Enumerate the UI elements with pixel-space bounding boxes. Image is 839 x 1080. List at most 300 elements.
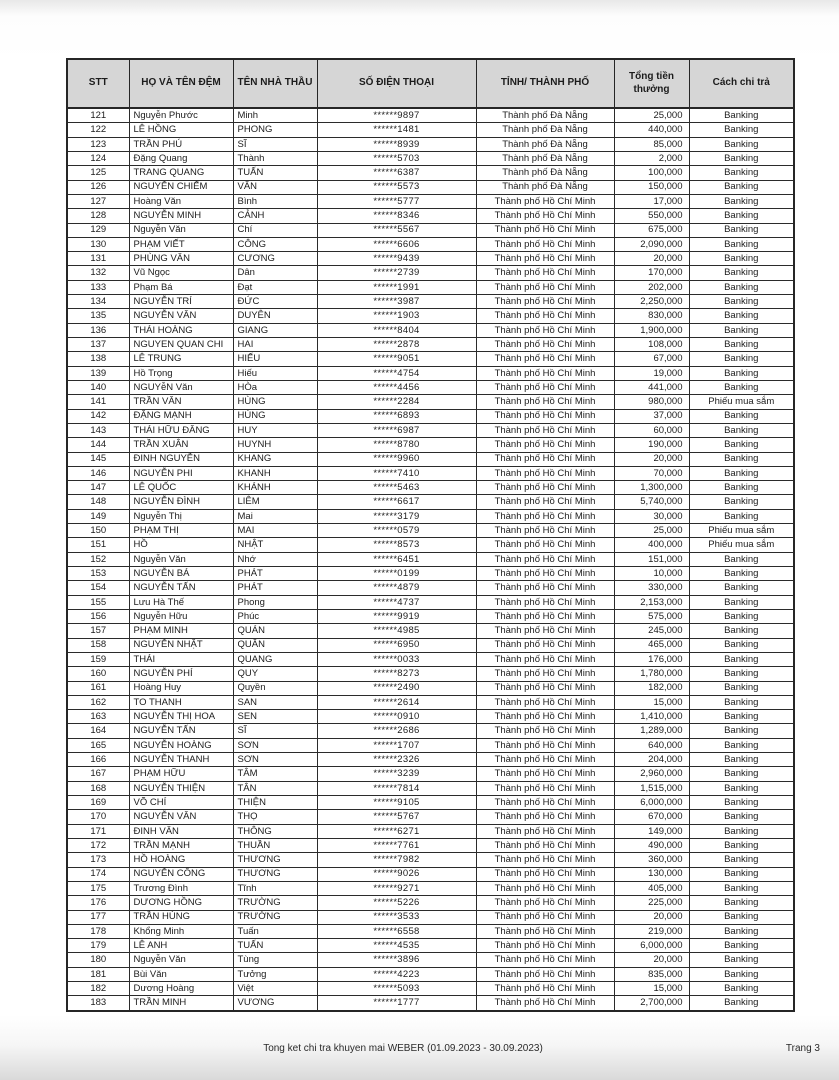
cell-so-dien-thoai: ******4223: [317, 967, 476, 981]
table-row: [67, 180, 794, 194]
cell-ten-nha-thau: THƯƠNG: [233, 867, 317, 881]
cell-so-dien-thoai: ******6950: [317, 638, 476, 652]
cell-stt: 168: [67, 781, 129, 795]
cell-tong-tien-thuong: 70,000: [614, 466, 689, 480]
cell-ten-nha-thau: TÂM: [233, 767, 317, 781]
cell-stt: 164: [67, 724, 129, 738]
cell-tong-tien-thuong: 170,000: [614, 266, 689, 280]
cell-ten-nha-thau: TUẤN: [233, 939, 317, 953]
cell-stt: 174: [67, 867, 129, 881]
column-header-stt: STT: [67, 59, 129, 108]
cell-ho-va-ten-dem: Nguyễn Văn: [129, 552, 233, 566]
cell-stt: 132: [67, 266, 129, 280]
cell-ten-nha-thau: KHANH: [233, 466, 317, 480]
cell-cach-chi-tra: Banking: [689, 352, 794, 366]
cell-so-dien-thoai: ******8573: [317, 538, 476, 552]
cell-ho-va-ten-dem: Khổng Minh: [129, 924, 233, 938]
table-row: [67, 309, 794, 323]
cell-so-dien-thoai: ******1991: [317, 280, 476, 294]
cell-ten-nha-thau: Đạt: [233, 280, 317, 294]
cell-ho-va-ten-dem: NGUYỄN TRÍ: [129, 295, 233, 309]
cell-ho-va-ten-dem: TRANG QUANG: [129, 166, 233, 180]
cell-ten-nha-thau: Quyền: [233, 681, 317, 695]
column-header-ho-va-ten-dem: HỌ VÀ TÊN ĐỆM: [129, 59, 233, 108]
table-row: [67, 638, 794, 652]
cell-stt: 142: [67, 409, 129, 423]
cell-cach-chi-tra: Banking: [689, 967, 794, 981]
cell-cach-chi-tra: Banking: [689, 180, 794, 194]
page-footer: [66, 1043, 820, 1059]
cell-so-dien-thoai: ******9051: [317, 352, 476, 366]
cell-tinh-thanh-pho: Thành phố Hồ Chí Minh: [476, 366, 614, 380]
cell-ten-nha-thau: HÙNG: [233, 409, 317, 423]
table-row: [67, 581, 794, 595]
cell-tinh-thanh-pho: Thành phố Hồ Chí Minh: [476, 552, 614, 566]
cell-ho-va-ten-dem: Dương Hoàng: [129, 982, 233, 996]
cell-so-dien-thoai: ******4754: [317, 366, 476, 380]
cell-stt: 124: [67, 151, 129, 165]
cell-ten-nha-thau: THIỆN: [233, 796, 317, 810]
cell-tinh-thanh-pho: Thành phố Hồ Chí Minh: [476, 323, 614, 337]
cell-tinh-thanh-pho: Thành phố Hồ Chí Minh: [476, 910, 614, 924]
table-row: [67, 824, 794, 838]
cell-so-dien-thoai: ******0199: [317, 567, 476, 581]
cell-tong-tien-thuong: 2,700,000: [614, 996, 689, 1011]
cell-tinh-thanh-pho: Thành phố Hồ Chí Minh: [476, 309, 614, 323]
cell-tinh-thanh-pho: Thành phố Hồ Chí Minh: [476, 939, 614, 953]
table-row: [67, 996, 794, 1011]
cell-ho-va-ten-dem: Nguyễn Phước: [129, 108, 233, 123]
cell-so-dien-thoai: ******8939: [317, 137, 476, 151]
cell-ten-nha-thau: CƯƠNG: [233, 252, 317, 266]
cell-ten-nha-thau: Phong: [233, 595, 317, 609]
cell-so-dien-thoai: ******8346: [317, 209, 476, 223]
cell-ho-va-ten-dem: Hoàng Văn: [129, 194, 233, 208]
cell-cach-chi-tra: Banking: [689, 881, 794, 895]
cell-cach-chi-tra: Banking: [689, 166, 794, 180]
cell-ho-va-ten-dem: Hoàng Huy: [129, 681, 233, 695]
table-header-row: [67, 59, 794, 108]
cell-tong-tien-thuong: 490,000: [614, 838, 689, 852]
cell-tong-tien-thuong: 202,000: [614, 280, 689, 294]
cell-ten-nha-thau: Phúc: [233, 609, 317, 623]
cell-ten-nha-thau: QUÁN: [233, 624, 317, 638]
cell-so-dien-thoai: ******6451: [317, 552, 476, 566]
cell-so-dien-thoai: ******3239: [317, 767, 476, 781]
table-row: [67, 967, 794, 981]
cell-tong-tien-thuong: 440,000: [614, 123, 689, 137]
cell-stt: 154: [67, 581, 129, 595]
cell-so-dien-thoai: ******5093: [317, 982, 476, 996]
cell-ten-nha-thau: HAI: [233, 338, 317, 352]
cell-tong-tien-thuong: 245,000: [614, 624, 689, 638]
cell-ten-nha-thau: Tùng: [233, 953, 317, 967]
cell-so-dien-thoai: ******9919: [317, 609, 476, 623]
cell-stt: 173: [67, 853, 129, 867]
cell-ten-nha-thau: CÔNG: [233, 237, 317, 251]
cell-cach-chi-tra: Banking: [689, 609, 794, 623]
cell-ten-nha-thau: THÔNG: [233, 824, 317, 838]
cell-so-dien-thoai: ******5463: [317, 481, 476, 495]
column-header-so-dien-thoai: SỐ ĐIỆN THOẠI: [317, 59, 476, 108]
cell-so-dien-thoai: ******5226: [317, 896, 476, 910]
cell-ten-nha-thau: THỌ: [233, 810, 317, 824]
cell-cach-chi-tra: Phiếu mua sắm: [689, 395, 794, 409]
cell-tong-tien-thuong: 6,000,000: [614, 939, 689, 953]
cell-cach-chi-tra: Banking: [689, 838, 794, 852]
cell-tong-tien-thuong: 15,000: [614, 982, 689, 996]
cell-cach-chi-tra: Phiếu mua sắm: [689, 538, 794, 552]
cell-cach-chi-tra: Banking: [689, 824, 794, 838]
cell-stt: 161: [67, 681, 129, 695]
cell-tong-tien-thuong: 2,960,000: [614, 767, 689, 781]
cell-ho-va-ten-dem: NGUYỄN BÁ: [129, 567, 233, 581]
cell-stt: 149: [67, 509, 129, 523]
table-row: [67, 910, 794, 924]
cell-stt: 129: [67, 223, 129, 237]
cell-tong-tien-thuong: 10,000: [614, 567, 689, 581]
cell-tinh-thanh-pho: Thành phố Hồ Chí Minh: [476, 438, 614, 452]
cell-tinh-thanh-pho: Thành phố Hồ Chí Minh: [476, 724, 614, 738]
cell-tong-tien-thuong: 405,000: [614, 881, 689, 895]
cell-ho-va-ten-dem: LÊ TRUNG: [129, 352, 233, 366]
table-row: [67, 710, 794, 724]
cell-tinh-thanh-pho: Thành phố Hồ Chí Minh: [476, 237, 614, 251]
table-row: [67, 280, 794, 294]
cell-tong-tien-thuong: 150,000: [614, 180, 689, 194]
cell-tong-tien-thuong: 1,900,000: [614, 323, 689, 337]
cell-ho-va-ten-dem: Nguyễn Thị: [129, 509, 233, 523]
cell-ho-va-ten-dem: NGUYEN QUAN CHI: [129, 338, 233, 352]
cell-ho-va-ten-dem: NGUYỄN ĐÌNH: [129, 495, 233, 509]
cell-stt: 181: [67, 967, 129, 981]
table-row: [67, 881, 794, 895]
cell-cach-chi-tra: Banking: [689, 223, 794, 237]
table-row: [67, 266, 794, 280]
cell-ten-nha-thau: GIANG: [233, 323, 317, 337]
cell-tinh-thanh-pho: Thành phố Đà Nẵng: [476, 166, 614, 180]
cell-tinh-thanh-pho: Thành phố Đà Nẵng: [476, 108, 614, 123]
cell-so-dien-thoai: ******5573: [317, 180, 476, 194]
cell-tong-tien-thuong: 670,000: [614, 810, 689, 824]
cell-so-dien-thoai: ******2878: [317, 338, 476, 352]
cell-tinh-thanh-pho: Thành phố Hồ Chí Minh: [476, 982, 614, 996]
cell-ho-va-ten-dem: NGUYỄN PHÍ: [129, 667, 233, 681]
cell-cach-chi-tra: Banking: [689, 481, 794, 495]
cell-tinh-thanh-pho: Thành phố Hồ Chí Minh: [476, 738, 614, 752]
table-row: [67, 108, 794, 123]
cell-tong-tien-thuong: 2,250,000: [614, 295, 689, 309]
table-row: [67, 624, 794, 638]
cell-ho-va-ten-dem: NGUYỄN THANH: [129, 753, 233, 767]
cell-stt: 179: [67, 939, 129, 953]
footer-summary: Tong ket chi tra khuyen mai WEBER (01.09.2023 - 30.09.2023): [263, 1043, 543, 1054]
table-row: [67, 323, 794, 337]
cell-cach-chi-tra: Banking: [689, 810, 794, 824]
cell-so-dien-thoai: ******5567: [317, 223, 476, 237]
cell-tong-tien-thuong: 100,000: [614, 166, 689, 180]
cell-stt: 128: [67, 209, 129, 223]
cell-ho-va-ten-dem: NGUYỄN TẤN: [129, 581, 233, 595]
cell-cach-chi-tra: Banking: [689, 896, 794, 910]
cell-ten-nha-thau: HUY: [233, 423, 317, 437]
cell-cach-chi-tra: Banking: [689, 667, 794, 681]
cell-stt: 160: [67, 667, 129, 681]
table-row: [67, 896, 794, 910]
cell-ten-nha-thau: TRƯỜNG: [233, 910, 317, 924]
cell-so-dien-thoai: ******9897: [317, 108, 476, 123]
cell-so-dien-thoai: ******7982: [317, 853, 476, 867]
cell-ten-nha-thau: KHÁNH: [233, 481, 317, 495]
cell-so-dien-thoai: ******9439: [317, 252, 476, 266]
cell-stt: 175: [67, 881, 129, 895]
table-row: [67, 939, 794, 953]
cell-stt: 135: [67, 309, 129, 323]
cell-ten-nha-thau: SƠN: [233, 753, 317, 767]
cell-tong-tien-thuong: 20,000: [614, 910, 689, 924]
table-row: [67, 194, 794, 208]
table-row: [67, 595, 794, 609]
cell-so-dien-thoai: ******0033: [317, 652, 476, 666]
cell-stt: 131: [67, 252, 129, 266]
cell-cach-chi-tra: Banking: [689, 853, 794, 867]
cell-ho-va-ten-dem: Bùi Văn: [129, 967, 233, 981]
cell-tong-tien-thuong: 25,000: [614, 524, 689, 538]
cell-ho-va-ten-dem: LÊ QUỐC: [129, 481, 233, 495]
cell-cach-chi-tra: Banking: [689, 796, 794, 810]
cell-tinh-thanh-pho: Thành phố Hồ Chí Minh: [476, 567, 614, 581]
cell-ten-nha-thau: THƯƠNG: [233, 853, 317, 867]
cell-stt: 156: [67, 609, 129, 623]
cell-stt: 134: [67, 295, 129, 309]
cell-ho-va-ten-dem: Hồ Trọng: [129, 366, 233, 380]
cell-ho-va-ten-dem: NGUYỄN CHIẾM: [129, 180, 233, 194]
cell-ten-nha-thau: Tưởng: [233, 967, 317, 981]
cell-cach-chi-tra: Banking: [689, 137, 794, 151]
cell-cach-chi-tra: Banking: [689, 652, 794, 666]
cell-so-dien-thoai: ******4985: [317, 624, 476, 638]
table-row: [67, 767, 794, 781]
cell-so-dien-thoai: ******3896: [317, 953, 476, 967]
cell-tong-tien-thuong: 20,000: [614, 452, 689, 466]
cell-tong-tien-thuong: 575,000: [614, 609, 689, 623]
cell-so-dien-thoai: ******6606: [317, 237, 476, 251]
cell-tong-tien-thuong: 5,740,000: [614, 495, 689, 509]
cell-so-dien-thoai: ******8273: [317, 667, 476, 681]
cell-so-dien-thoai: ******6893: [317, 409, 476, 423]
cell-stt: 125: [67, 166, 129, 180]
cell-cach-chi-tra: Banking: [689, 595, 794, 609]
cell-stt: 180: [67, 953, 129, 967]
table-row: [67, 695, 794, 709]
cell-cach-chi-tra: Banking: [689, 638, 794, 652]
cell-ho-va-ten-dem: TRẦN VĂN: [129, 395, 233, 409]
cell-ten-nha-thau: Minh: [233, 108, 317, 123]
cell-ten-nha-thau: HUYNH: [233, 438, 317, 452]
cell-so-dien-thoai: ******9026: [317, 867, 476, 881]
cell-ho-va-ten-dem: Lưu Hà Thế: [129, 595, 233, 609]
cell-ho-va-ten-dem: ĐẶNG MẠNH: [129, 409, 233, 423]
cell-stt: 183: [67, 996, 129, 1011]
cell-stt: 130: [67, 237, 129, 251]
table-row: [67, 423, 794, 437]
cell-tinh-thanh-pho: Thành phố Hồ Chí Minh: [476, 896, 614, 910]
cell-tong-tien-thuong: 190,000: [614, 438, 689, 452]
cell-stt: 182: [67, 982, 129, 996]
table-row: [67, 223, 794, 237]
cell-tong-tien-thuong: 37,000: [614, 409, 689, 423]
cell-cach-chi-tra: Banking: [689, 194, 794, 208]
cell-ho-va-ten-dem: TRẦN MẠNH: [129, 838, 233, 852]
table-row: [67, 295, 794, 309]
cell-cach-chi-tra: Banking: [689, 552, 794, 566]
cell-ten-nha-thau: SAN: [233, 695, 317, 709]
cell-tinh-thanh-pho: Thành phố Hồ Chí Minh: [476, 753, 614, 767]
cell-cach-chi-tra: Banking: [689, 237, 794, 251]
cell-stt: 143: [67, 423, 129, 437]
cell-tinh-thanh-pho: Thành phố Hồ Chí Minh: [476, 423, 614, 437]
cell-tong-tien-thuong: 151,000: [614, 552, 689, 566]
cell-stt: 136: [67, 323, 129, 337]
cell-tinh-thanh-pho: Thành phố Hồ Chí Minh: [476, 194, 614, 208]
cell-tong-tien-thuong: 980,000: [614, 395, 689, 409]
cell-tinh-thanh-pho: Thành phố Hồ Chí Minh: [476, 395, 614, 409]
cell-tong-tien-thuong: 204,000: [614, 753, 689, 767]
cell-stt: 157: [67, 624, 129, 638]
cell-so-dien-thoai: ******3179: [317, 509, 476, 523]
table-row: [67, 953, 794, 967]
cell-ho-va-ten-dem: PHẠM MINH: [129, 624, 233, 638]
cell-ho-va-ten-dem: Nguyễn Văn: [129, 953, 233, 967]
cell-tong-tien-thuong: 441,000: [614, 380, 689, 394]
table-row: [67, 867, 794, 881]
cell-ho-va-ten-dem: NGUYỄN THỊ HOA: [129, 710, 233, 724]
cell-tinh-thanh-pho: Thành phố Hồ Chí Minh: [476, 781, 614, 795]
payout-table: [66, 58, 795, 1012]
cell-so-dien-thoai: ******4456: [317, 380, 476, 394]
cell-ho-va-ten-dem: ĐINH VĂN: [129, 824, 233, 838]
cell-tong-tien-thuong: 149,000: [614, 824, 689, 838]
cell-tinh-thanh-pho: Thành phố Hồ Chí Minh: [476, 380, 614, 394]
table-row: [67, 738, 794, 752]
cell-so-dien-thoai: ******0910: [317, 710, 476, 724]
cell-tinh-thanh-pho: Thành phố Hồ Chí Minh: [476, 509, 614, 523]
cell-stt: 176: [67, 896, 129, 910]
cell-stt: 144: [67, 438, 129, 452]
cell-ho-va-ten-dem: NGUYỄN MINH: [129, 209, 233, 223]
cell-ten-nha-thau: Mai: [233, 509, 317, 523]
cell-ho-va-ten-dem: NGUYễN Văn: [129, 380, 233, 394]
cell-stt: 141: [67, 395, 129, 409]
cell-stt: 177: [67, 910, 129, 924]
cell-ho-va-ten-dem: NGUYỄN HOÀNG: [129, 738, 233, 752]
table-row: [67, 166, 794, 180]
cell-cach-chi-tra: Banking: [689, 681, 794, 695]
cell-ho-va-ten-dem: NGUYỄN NHẬT: [129, 638, 233, 652]
cell-ten-nha-thau: VƯƠNG: [233, 996, 317, 1011]
cell-ho-va-ten-dem: Trương Đình: [129, 881, 233, 895]
cell-stt: 148: [67, 495, 129, 509]
cell-tinh-thanh-pho: Thành phố Hồ Chí Minh: [476, 252, 614, 266]
cell-tinh-thanh-pho: Thành phố Hồ Chí Minh: [476, 652, 614, 666]
cell-ten-nha-thau: Dân: [233, 266, 317, 280]
cell-tong-tien-thuong: 108,000: [614, 338, 689, 352]
cell-ten-nha-thau: SĨ: [233, 137, 317, 151]
cell-stt: 126: [67, 180, 129, 194]
cell-stt: 133: [67, 280, 129, 294]
cell-tong-tien-thuong: 1,780,000: [614, 667, 689, 681]
cell-cach-chi-tra: Banking: [689, 567, 794, 581]
cell-stt: 151: [67, 538, 129, 552]
cell-tong-tien-thuong: 2,153,000: [614, 595, 689, 609]
cell-tong-tien-thuong: 2,090,000: [614, 237, 689, 251]
cell-so-dien-thoai: ******7814: [317, 781, 476, 795]
cell-ten-nha-thau: PHÁT: [233, 581, 317, 595]
cell-so-dien-thoai: ******2686: [317, 724, 476, 738]
cell-tong-tien-thuong: 20,000: [614, 953, 689, 967]
table-row: [67, 552, 794, 566]
cell-cach-chi-tra: Banking: [689, 151, 794, 165]
cell-ten-nha-thau: SƠN: [233, 738, 317, 752]
cell-tong-tien-thuong: 60,000: [614, 423, 689, 437]
cell-stt: 172: [67, 838, 129, 852]
cell-so-dien-thoai: ******2326: [317, 753, 476, 767]
table-row: [67, 452, 794, 466]
cell-ho-va-ten-dem: NGUYỄN CÔNG: [129, 867, 233, 881]
cell-so-dien-thoai: ******2490: [317, 681, 476, 695]
cell-tinh-thanh-pho: Thành phố Hồ Chí Minh: [476, 524, 614, 538]
cell-so-dien-thoai: ******9960: [317, 452, 476, 466]
cell-cach-chi-tra: Banking: [689, 767, 794, 781]
cell-so-dien-thoai: ******1707: [317, 738, 476, 752]
cell-ten-nha-thau: QUÂN: [233, 638, 317, 652]
cell-so-dien-thoai: ******4737: [317, 595, 476, 609]
cell-stt: 167: [67, 767, 129, 781]
table-row: [67, 796, 794, 810]
cell-stt: 146: [67, 466, 129, 480]
cell-cach-chi-tra: Banking: [689, 123, 794, 137]
cell-cach-chi-tra: Banking: [689, 295, 794, 309]
cell-ten-nha-thau: LIÊM: [233, 495, 317, 509]
cell-ho-va-ten-dem: THÁI HOÀNG: [129, 323, 233, 337]
cell-tinh-thanh-pho: Thành phố Hồ Chí Minh: [476, 853, 614, 867]
cell-cach-chi-tra: Banking: [689, 466, 794, 480]
cell-ten-nha-thau: HÒa: [233, 380, 317, 394]
cell-so-dien-thoai: ******6271: [317, 824, 476, 838]
cell-ten-nha-thau: TRƯỜNG: [233, 896, 317, 910]
cell-so-dien-thoai: ******7410: [317, 466, 476, 480]
cell-tong-tien-thuong: 25,000: [614, 108, 689, 123]
cell-tinh-thanh-pho: Thành phố Hồ Chí Minh: [476, 481, 614, 495]
cell-cach-chi-tra: Banking: [689, 581, 794, 595]
cell-ten-nha-thau: Bình: [233, 194, 317, 208]
table-row: [67, 667, 794, 681]
cell-ho-va-ten-dem: LÊ ANH: [129, 939, 233, 953]
cell-tong-tien-thuong: 1,410,000: [614, 710, 689, 724]
cell-ho-va-ten-dem: NGUYỄN THIỆN: [129, 781, 233, 795]
cell-tinh-thanh-pho: Thành phố Hồ Chí Minh: [476, 538, 614, 552]
cell-tinh-thanh-pho: Thành phố Hồ Chí Minh: [476, 667, 614, 681]
cell-ho-va-ten-dem: THÁI: [129, 652, 233, 666]
cell-ho-va-ten-dem: ĐINH NGUYỄN: [129, 452, 233, 466]
cell-cach-chi-tra: Banking: [689, 309, 794, 323]
cell-ten-nha-thau: Việt: [233, 982, 317, 996]
cell-ho-va-ten-dem: Nguyễn Hữu: [129, 609, 233, 623]
cell-tong-tien-thuong: 182,000: [614, 681, 689, 695]
cell-tong-tien-thuong: 19,000: [614, 366, 689, 380]
cell-tinh-thanh-pho: Thành phố Hồ Chí Minh: [476, 710, 614, 724]
cell-tong-tien-thuong: 1,289,000: [614, 724, 689, 738]
